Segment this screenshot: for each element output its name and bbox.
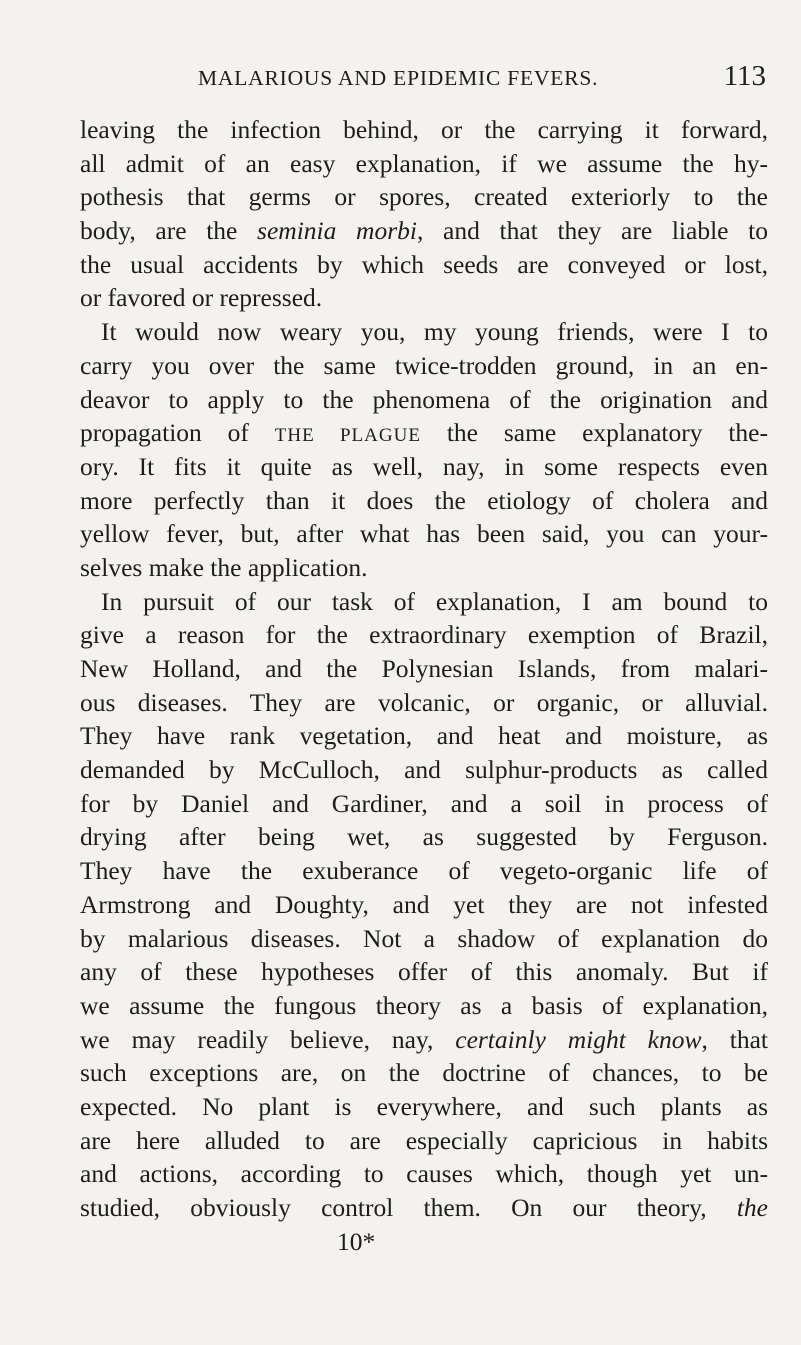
signature-mark <box>80 1225 768 1259</box>
text-segment: They have the exuberance of vegeto-organic life of <box>80 856 768 886</box>
text-segment: , that <box>701 1024 768 1054</box>
italic-text: seminia morbi <box>257 216 417 246</box>
text-segment: drying after being wet, as suggested by Ferguson. <box>80 822 768 852</box>
text-segment: the same explanatory the- <box>420 418 768 448</box>
text-segment: any of these hypotheses offer of this anomaly. But if <box>80 957 768 987</box>
text-segment: New Holland, and the Polynesian Islands, from malari- <box>80 654 768 683</box>
text-line <box>80 383 768 417</box>
text-segment: are here alluded to are especially capricious in habits <box>80 1125 768 1155</box>
text-segment: the usual accidents by which seeds are conveyed or lost, <box>80 249 768 279</box>
text-line <box>80 854 768 888</box>
text-line <box>80 753 768 787</box>
text-line <box>80 1191 768 1225</box>
text-line <box>80 585 768 619</box>
text-segment: They have rank vegetation, and heat and moisture, as <box>80 721 768 751</box>
text-segment: It would now weary you, my young friends, were I to <box>101 317 768 347</box>
text-segment: expected. No plant is everywhere, and such plants as <box>80 1091 768 1121</box>
text-line <box>80 820 768 854</box>
text-line <box>80 248 768 282</box>
text-line <box>80 450 768 484</box>
text-segment: ous diseases. They are volcanic, or organic, or alluvial. <box>80 687 768 717</box>
text-line <box>80 787 768 821</box>
text-segment: carry you over the same twice-trodden ground, in an en- <box>80 350 768 380</box>
text-line <box>80 955 768 989</box>
text-line <box>80 214 768 248</box>
text-line <box>80 1023 768 1057</box>
text-line <box>80 652 768 686</box>
text-segment: body, are the <box>80 216 258 246</box>
small-caps-text: THE PLAGUE <box>274 425 421 447</box>
text-segment: ory. It fits it quite as well, nay, in some respects even <box>80 451 768 481</box>
italic-text: the <box>736 1193 768 1222</box>
text-line <box>80 719 768 753</box>
text-segment: deavor to apply to the phenomena of the origination and <box>80 384 768 414</box>
text-segment: more perfectly than it does the etiology of cholera and <box>80 485 768 515</box>
text-line <box>80 281 768 315</box>
text-line <box>80 551 768 585</box>
text-line <box>80 113 768 147</box>
text-line <box>80 484 768 518</box>
text-line <box>80 180 768 214</box>
text-line <box>80 989 768 1023</box>
text-segment: and actions, according to causes which, though yet un- <box>80 1159 768 1189</box>
text-segment: by malarious diseases. Not a shadow of explanation do <box>80 923 768 953</box>
italic-text: certainly might know <box>455 1024 702 1054</box>
text-line <box>80 349 768 383</box>
text-segment: demanded by McCulloch, and sulphur-products as called <box>80 755 768 785</box>
text-segment: In pursuit of our task of explanation, I am bound to <box>101 586 768 616</box>
text-line <box>80 147 768 181</box>
running-head: MALARIOUS AND EPIDEMIC FEVERS. <box>198 66 599 90</box>
text-line <box>80 686 768 720</box>
text-segment: or favored or repressed. <box>80 283 323 313</box>
text-line <box>80 888 768 922</box>
page-number: 113 <box>723 60 766 92</box>
text-line <box>80 416 768 450</box>
body-text <box>80 113 768 1258</box>
text-segment: for by Daniel and Gardiner, and a soil in process of <box>80 788 768 818</box>
text-segment: propagation of <box>80 418 275 448</box>
text-segment: all admit of an easy explanation, if we assume the hy- <box>80 148 768 178</box>
text-segment: selves make the application. <box>80 552 368 582</box>
text-segment: studied, obviously control them. On our theory, <box>80 1193 737 1222</box>
text-segment: yellow fever, but, after what has been said, you can your- <box>80 519 768 549</box>
text-line <box>80 1056 768 1090</box>
text-line <box>80 315 768 349</box>
text-line <box>80 1090 768 1124</box>
text-line <box>80 1124 768 1158</box>
text-segment: Armstrong and Doughty, and yet they are not infested <box>80 889 768 919</box>
text-line <box>80 517 768 551</box>
text-segment: leaving the infection behind, or the carrying it forward, <box>80 115 768 144</box>
text-segment: such exceptions are, on the doctrine of chances, to be <box>80 1058 768 1088</box>
text-segment: we assume the fungous theory as a basis of explanation, <box>80 990 768 1020</box>
text-line <box>80 1157 768 1191</box>
text-segment: we may readily believe, nay, <box>80 1024 456 1054</box>
text-segment: 10* <box>337 1226 376 1256</box>
text-segment: pothesis that germs or spores, created exteriorly to the <box>80 182 768 212</box>
text-segment: , and that they are liable to <box>416 216 768 246</box>
page-header <box>80 60 766 106</box>
text-segment: give a reason for the extraordinary exemption of Brazil, <box>80 620 768 650</box>
text-line <box>80 618 768 652</box>
text-line <box>80 922 768 956</box>
